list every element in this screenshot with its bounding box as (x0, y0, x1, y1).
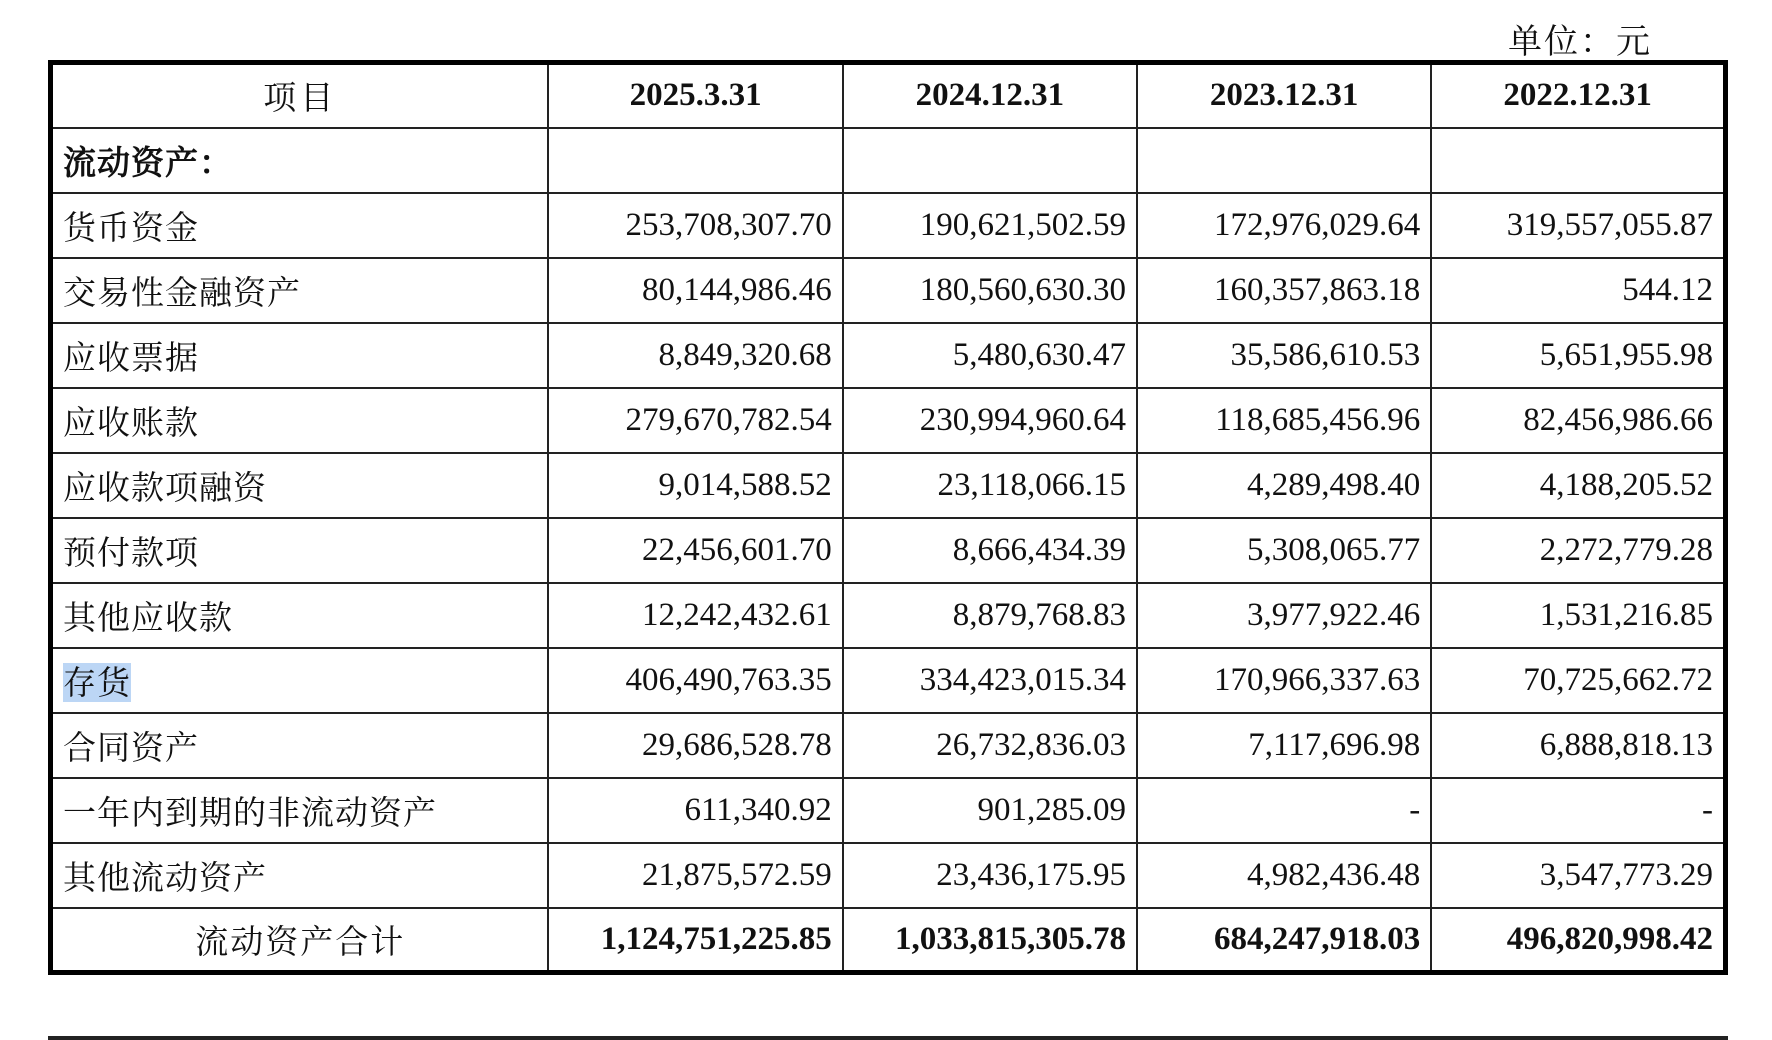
cell-value: 21,875,572.59 (548, 843, 842, 908)
cell-value: 4,982,436.48 (1137, 843, 1431, 908)
table-bottom-rule (48, 1036, 1728, 1040)
table-row (51, 713, 1726, 778)
cell-value: 12,242,432.61 (548, 583, 842, 648)
total-value: 684,247,918.03 (1137, 908, 1431, 973)
cell-value: 23,118,066.15 (843, 453, 1137, 518)
cell-value: 544.12 (1431, 258, 1725, 323)
cell-value: 29,686,528.78 (548, 713, 842, 778)
unit-label: 单位：元 (1508, 22, 1652, 62)
cell-value: 118,685,456.96 (1137, 388, 1431, 453)
table-row (51, 323, 1726, 388)
cell-value: 82,456,986.66 (1431, 388, 1725, 453)
cell-value: 4,289,498.40 (1137, 453, 1431, 518)
header-item: 项目 (51, 63, 549, 128)
balance-sheet-table (48, 60, 1728, 975)
cell-value: 3,977,922.46 (1137, 583, 1431, 648)
cell-value: 70,725,662.72 (1431, 648, 1725, 713)
selected-text-highlight[interactable]: 存货 (63, 662, 131, 702)
cell-value: 5,651,955.98 (1431, 323, 1725, 388)
total-value: 1,124,751,225.85 (548, 908, 842, 973)
cell-value: 172,976,029.64 (1137, 193, 1431, 258)
header-2022-12-31: 2022.12.31 (1431, 63, 1725, 128)
cell-value: 901,285.09 (843, 778, 1137, 843)
row-label: 其他应收款 (51, 583, 549, 648)
table-row (51, 258, 1726, 323)
cell-value: 7,117,696.98 (1137, 713, 1431, 778)
cell-value: 170,966,337.63 (1137, 648, 1431, 713)
row-label: 合同资产 (51, 713, 549, 778)
cell-value: 5,480,630.47 (843, 323, 1137, 388)
cell-value: 180,560,630.30 (843, 258, 1137, 323)
cell-value (843, 128, 1137, 193)
row-label: 应收款项融资 (51, 453, 549, 518)
cell-value: 160,357,863.18 (1137, 258, 1431, 323)
cell-value (548, 128, 842, 193)
cell-value: 8,666,434.39 (843, 518, 1137, 583)
table-row (51, 583, 1726, 648)
cell-value: 4,188,205.52 (1431, 453, 1725, 518)
cell-value: 279,670,782.54 (548, 388, 842, 453)
header-2023-12-31: 2023.12.31 (1137, 63, 1431, 128)
row-label: 应收票据 (51, 323, 549, 388)
total-value: 496,820,998.42 (1431, 908, 1725, 973)
row-label: 预付款项 (51, 518, 549, 583)
table-row (51, 453, 1726, 518)
cell-value: 23,436,175.95 (843, 843, 1137, 908)
cell-value: 253,708,307.70 (548, 193, 842, 258)
cell-value: 22,456,601.70 (548, 518, 842, 583)
table-row (51, 193, 1726, 258)
cell-value: 230,994,960.64 (843, 388, 1137, 453)
cell-value: 334,423,015.34 (843, 648, 1137, 713)
row-label: 一年内到期的非流动资产 (51, 778, 549, 843)
cell-value: - (1431, 778, 1725, 843)
cell-value: 190,621,502.59 (843, 193, 1137, 258)
row-label: 其他流动资产 (51, 843, 549, 908)
table-row (51, 388, 1726, 453)
cell-value: 1,531,216.85 (1431, 583, 1725, 648)
cell-value: 611,340.92 (548, 778, 842, 843)
table-row (51, 648, 1726, 713)
cell-value: 26,732,836.03 (843, 713, 1137, 778)
cell-value: 8,879,768.83 (843, 583, 1137, 648)
table-row (51, 518, 1726, 583)
total-value: 1,033,815,305.78 (843, 908, 1137, 973)
cell-value (1137, 128, 1431, 193)
cell-value: 406,490,763.35 (548, 648, 842, 713)
total-row (51, 908, 1726, 973)
cell-value: - (1137, 778, 1431, 843)
total-label: 流动资产合计 (51, 908, 549, 973)
cell-value: 319,557,055.87 (1431, 193, 1725, 258)
row-label: 交易性金融资产 (51, 258, 549, 323)
table-row (51, 778, 1726, 843)
table-row (51, 843, 1726, 908)
cell-value: 8,849,320.68 (548, 323, 842, 388)
row-label-inventory[interactable] (51, 648, 549, 713)
row-label: 应收账款 (51, 388, 549, 453)
cell-value: 6,888,818.13 (1431, 713, 1725, 778)
cell-value: 35,586,610.53 (1137, 323, 1431, 388)
header-row (51, 63, 1726, 128)
row-label: 流动资产： (51, 128, 549, 193)
cell-value: 3,547,773.29 (1431, 843, 1725, 908)
cell-value: 2,272,779.28 (1431, 518, 1725, 583)
cell-value: 80,144,986.46 (548, 258, 842, 323)
cell-value: 5,308,065.77 (1137, 518, 1431, 583)
cell-value: 9,014,588.52 (548, 453, 842, 518)
header-2024-12-31: 2024.12.31 (843, 63, 1137, 128)
cell-value (1431, 128, 1725, 193)
header-2025-3-31: 2025.3.31 (548, 63, 842, 128)
table-row (51, 128, 1726, 193)
row-label: 货币资金 (51, 193, 549, 258)
